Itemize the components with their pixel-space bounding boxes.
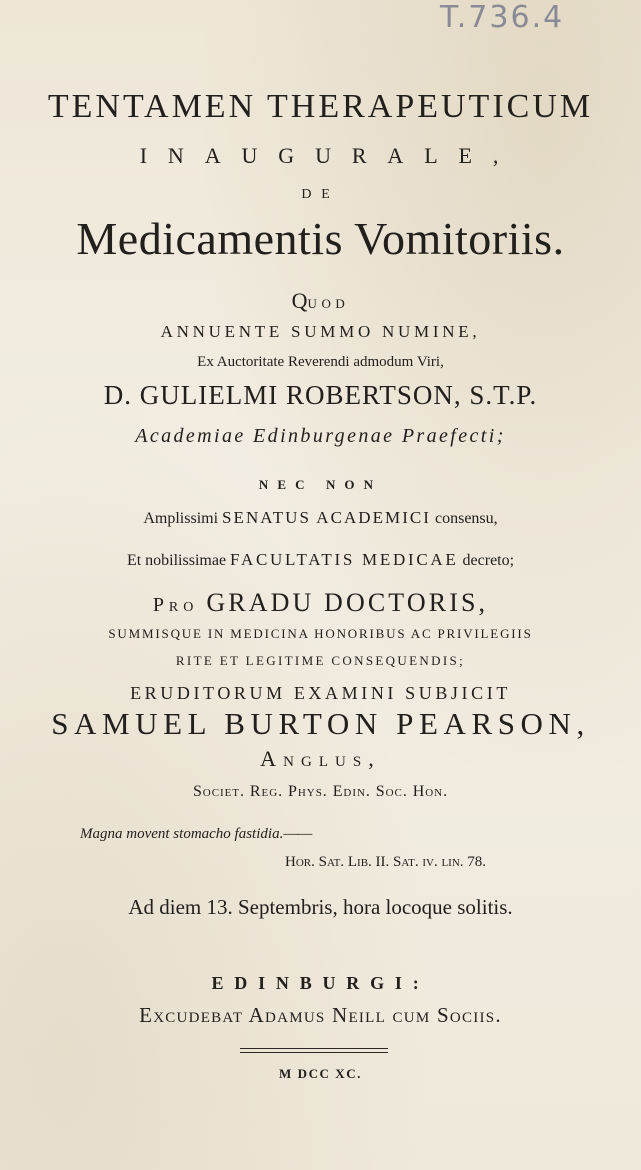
- society-line: Societ. Reg. Phys. Edin. Soc. Hon.: [192, 783, 449, 800]
- president-name: D. GULIELMI ROBERTSON, S.T.P.: [103, 380, 538, 410]
- amplissimi-after: consensu,: [434, 510, 498, 527]
- double-rule-top: [240, 1048, 388, 1049]
- pro-word: Pro: [152, 594, 199, 616]
- ex-auctoritate-line: Ex Auctoritate Reverendi admodum Viri,: [197, 354, 444, 370]
- preposition-de: DE: [301, 187, 340, 202]
- rite-line: RITE ET LEGITIME CONSEQUENDIS;: [175, 653, 466, 668]
- pro-gradu-line: [0, 588, 641, 618]
- nobilissimae-caps: FACULTATIS MEDICAE: [230, 550, 459, 569]
- amplissimi-before: Amplissimi: [143, 510, 219, 527]
- pro-gradu-rest: GRADU DOCTORIS,: [206, 588, 489, 617]
- amplissimi-line: [0, 508, 641, 528]
- epigraph-quote: Magna movent stomacho fastidia.: [80, 826, 284, 842]
- amplissimi-caps: SENATUS ACADEMICI: [222, 508, 431, 527]
- academy-line: Academiae Edinburgenae Praefecti;: [135, 425, 506, 447]
- imprint-year: M DCC XC.: [278, 1066, 362, 1081]
- dissertation-topic: Medicamentis Vomitoriis.: [76, 213, 565, 264]
- quod-line: [0, 288, 641, 314]
- date-line: Ad diem 13. Septembris, hora locoque solitis.: [128, 895, 513, 919]
- shelfmark-handwritten: T.736.4: [440, 0, 565, 35]
- dissertation-subtitle: INAUGURALE,: [139, 143, 520, 168]
- quod-initial: Q: [291, 288, 308, 313]
- dissertation-title: TENTAMEN THERAPEUTICUM: [47, 88, 594, 125]
- nec-non-line: NEC NON: [258, 477, 383, 492]
- eruditorum-line: ERUDITORUM EXAMINI SUBJICIT: [130, 683, 511, 703]
- summisque-line: SUMMISQUE IN MEDICINA HONORIBUS AC PRIVILEGIIS: [108, 626, 533, 641]
- imprint-printer: Excudebat Adamus Neill cum Sociis.: [139, 1003, 502, 1027]
- author-name: SAMUEL BURTON PEARSON,: [51, 706, 590, 741]
- epigraph-source: Hor. Sat. Lib. II. Sat. iv. lin. 78.: [285, 854, 487, 870]
- nobilissimae-before: Et nobilissimae: [126, 552, 227, 569]
- nobilissimae-line: [0, 550, 641, 570]
- quod-rest: UOD: [307, 296, 350, 311]
- annuente-line: ANNUENTE SUMMO NUMINE,: [160, 322, 481, 341]
- anglus-line: Anglus,: [260, 746, 381, 771]
- epigraph-quote-line: [80, 826, 311, 843]
- epigraph-dash: ——: [283, 826, 312, 842]
- double-rule-bottom: [240, 1052, 388, 1053]
- nobilissimae-after: decreto;: [462, 552, 515, 569]
- imprint-city: EDINBURGI:: [211, 973, 430, 993]
